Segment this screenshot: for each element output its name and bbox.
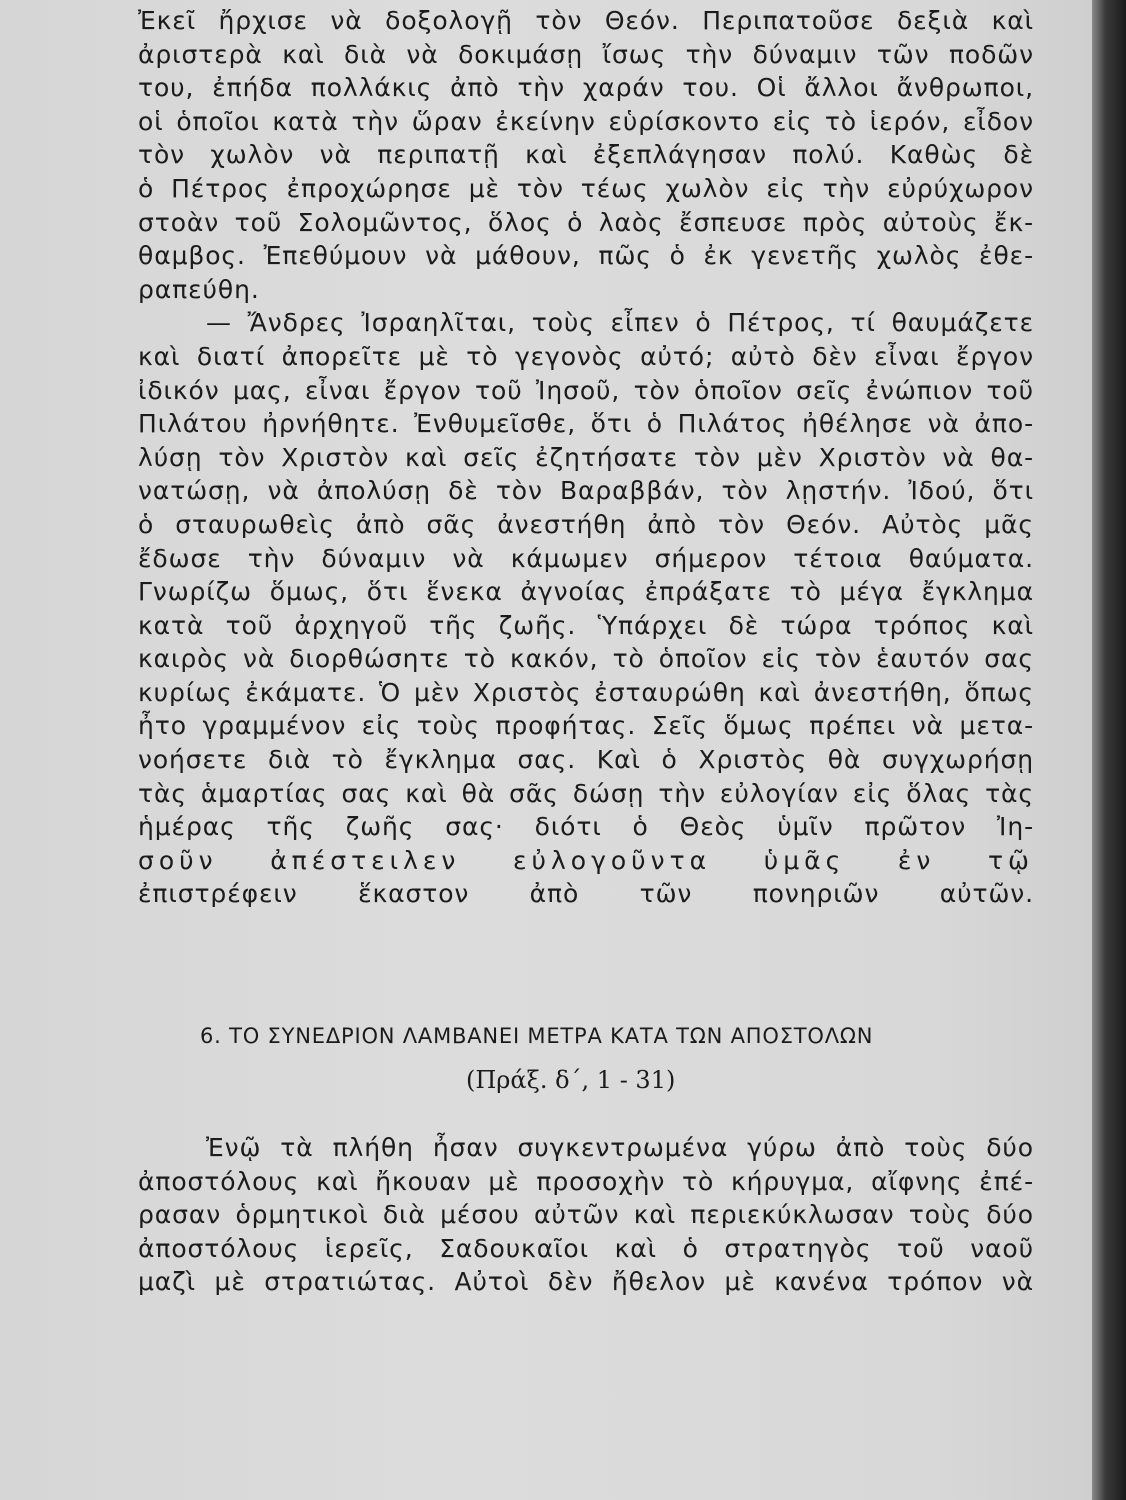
text-line: ἐπιστρέφειν ἕκαστον ἀπὸ τῶν πονηριῶν αὐτῶν. <box>138 879 1034 909</box>
text-line: — Ἄνδρες Ἰσραηλῖται, τοὺς εἶπεν ὁ Πέτρος, τί θαυμάζετε <box>206 308 1034 338</box>
text-line: Ἐκεῖ ἤρχισε νὰ δοξολογῇ τὸν Θεόν. Περιπατοῦσε δεξιὰ καὶ <box>138 6 1034 35</box>
text-line: κυρίως ἐκάματε. Ὁ μὲν Χριστὸς ἐσταυρώθη καὶ ἀνεστήθη, ὅπως <box>138 677 1034 707</box>
text-line: Γνωρίζω ὅμως, ὅτι ἕνεκα ἀγνοίας ἐπράξατε τὸ μέγα ἔγκλημα <box>138 577 1034 607</box>
text-line: νοήσετε διὰ τὸ ἔγκλημα σας. Καὶ ὁ Χριστὸς θὰ συγχωρήσῃ <box>138 745 1034 775</box>
text-line: καὶ διατί ἀπορεῖτε μὲ τὸ γεγονὸς αὐτό; αὐτὸ δὲν εἶναι ἔργον <box>138 341 1034 371</box>
text-line: Πιλάτου ἠρνήθητε. Ἐνθυμεῖσθε, ὅτι ὁ Πιλάτος ἠθέλησε νὰ ἀπο- <box>138 409 1034 439</box>
page-binding-edge <box>1092 0 1126 1500</box>
section-heading: 6. ΤΟ ΣΥΝΕΔΡΙΟΝ ΛΑΜΒΑΝΕΙ ΜΕΤΡΑ ΚΑΤΑ ΤΩΝ ΑΠΟΣΤΟΛΩΝ <box>200 1024 874 1048</box>
text-line: οἱ ὁποῖοι κατὰ τὴν ὥραν ἐκείνην εὑρίσκοντο εἰς τὸ ἱερόν, εἶδον <box>138 106 1034 136</box>
text-line: ραπεύθη. <box>138 274 260 304</box>
text-line: ἦτο γραμμένον εἰς τοὺς προφήτας. Σεῖς ὅμως πρέπει νὰ μετα- <box>138 711 1034 741</box>
text-line: θαμβος. Ἐπεθύμουν νὰ μάθουν, πῶς ὁ ἐκ γενετῆς χωλὸς ἐθε- <box>138 241 1034 271</box>
text-line: ρασαν ὁρμητικοὶ διὰ μέσου αὐτῶν καὶ περιεκύκλωσαν τοὺς δύο <box>138 1200 1034 1230</box>
text-line: τὰς ἁμαρτίας σας καὶ θὰ σᾶς δώσῃ τὴν εὐλογίαν εἰς ὅλας τὰς <box>138 778 1034 808</box>
text-line: σοῦν ἀπέστειλεν εὐλογοῦντα ὑμᾶς ἐν τῷ <box>138 845 1034 875</box>
text-line: ἰδικόν μας, εἶναι ἔργον τοῦ Ἰησοῦ, τὸν ὁποῖον σεῖς ἐνώπιον τοῦ <box>138 375 1034 405</box>
text-line: του, ἐπήδα πολλάκις ἀπὸ τὴν χαράν του. Οἱ ἄλλοι ἄνθρωποι, <box>138 73 1034 103</box>
text-line: στοὰν τοῦ Σολομῶντος, ὅλος ὁ λαὸς ἔσπευσε πρὸς αὐτοὺς ἔκ- <box>138 207 1034 237</box>
text-line: ὁ σταυρωθεὶς ἀπὸ σᾶς ἀνεστήθη ἀπὸ τὸν Θεόν. Αὐτὸς μᾶς <box>138 509 1034 539</box>
text-line: Ἐνῷ τὰ πλήθη ἦσαν συγκεντρωμένα γύρω ἀπὸ τοὺς δύο <box>206 1133 1034 1162</box>
text-line: ἀριστερὰ καὶ διὰ νὰ δοκιμάσῃ ἴσως τὴν δύναμιν τῶν ποδῶν <box>138 39 1034 69</box>
text-line: ἡμέρας τῆς ζωῆς σας· διότι ὁ Θεὸς ὑμῖν πρῶτον Ἰη- <box>138 812 1034 842</box>
text-line: τὸν χωλὸν νὰ περιπατῇ καὶ ἐξεπλάγησαν πολύ. Καθὼς δὲ <box>138 140 1034 170</box>
text-line: λύσῃ τὸν Χριστὸν καὶ σεῖς ἐζητήσατε τὸν μὲν Χριστὸν νὰ θα- <box>138 442 1034 472</box>
text-line: ἔδωσε τὴν δύναμιν νὰ κάμωμεν σήμερον τέτοια θαύματα. <box>138 543 1034 573</box>
section-body-text <box>138 1131 1034 1299</box>
text-line: καιρὸς νὰ διορθώσητε τὸ κακόν, τὸ ὁποῖον εἰς τὸν ἑαυτόν σας <box>138 644 1034 674</box>
text-line: μαζὶ μὲ στρατιώτας. Αὐτοὶ δὲν ἤθελον μὲ κανένα τρόπον νὰ <box>138 1267 1034 1297</box>
text-line: νατώσῃ, νὰ ἀπολύσῃ δὲ τὸν Βαραββάν, τὸν λῃστήν. Ἰδού, ὅτι <box>138 476 1034 506</box>
section-reference: (Πράξ. δ΄, 1 - 31) <box>466 1066 676 1094</box>
body-text <box>138 4 1034 911</box>
text-line: ἀποστόλους ἱερεῖς, Σαδουκαῖοι καὶ ὁ στρατηγὸς τοῦ ναοῦ <box>138 1233 1034 1263</box>
text-line: ἀποστόλους καὶ ἤκουαν μὲ προσοχὴν τὸ κήρυγμα, αἴφνης ἐπέ- <box>138 1166 1034 1196</box>
text-line: κατὰ τοῦ ἀρχηγοῦ τῆς ζωῆς. Ὑπάρχει δὲ τώρα τρόπος καὶ <box>138 610 1034 640</box>
text-line: ὁ Πέτρος ἐπροχώρησε μὲ τὸν τέως χωλὸν εἰς τὴν εὐρύχωρον <box>138 173 1034 203</box>
